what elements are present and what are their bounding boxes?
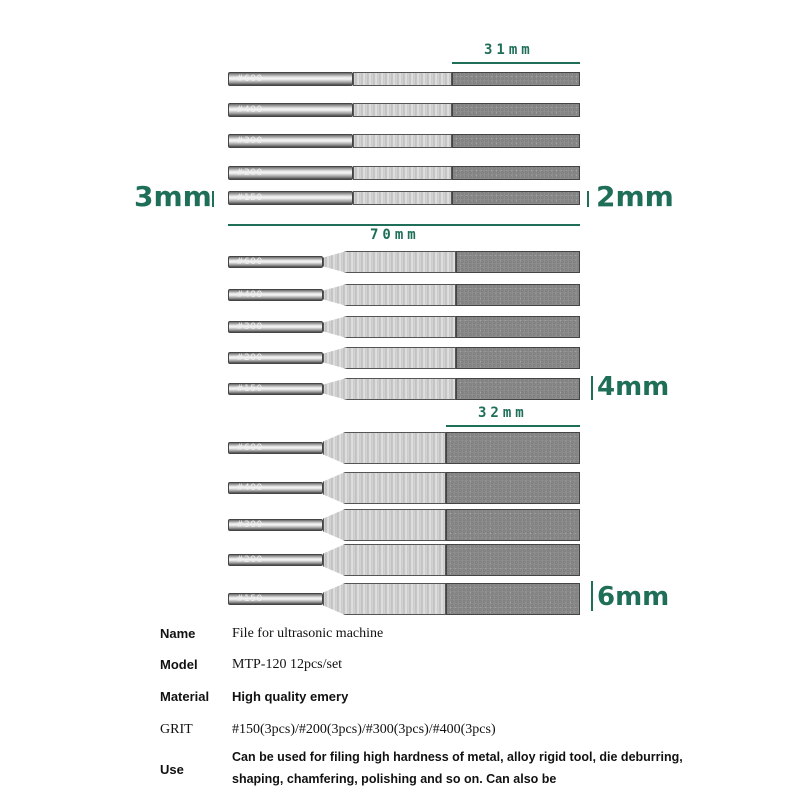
spec-name-value: File for ultrasonic machine	[232, 626, 384, 641]
width-label-4mm: 4mm	[597, 372, 670, 402]
spec-name-label: Name	[160, 626, 196, 641]
total-length-line	[228, 224, 580, 226]
file-neck	[323, 251, 456, 273]
spec-grit-value: #150(3pcs)/#200(3pcs)/#300(3pcs)/#400(3pcs)	[232, 722, 496, 737]
file-neck	[323, 316, 456, 338]
grit-marking: #300	[236, 321, 263, 332]
grit-marking: #300	[236, 135, 263, 146]
grit-marking: #200	[236, 352, 263, 363]
file-neck	[323, 432, 446, 464]
blade-length-line-bottom	[446, 425, 580, 427]
file-neck	[353, 103, 452, 117]
file-neck	[353, 72, 452, 86]
blade-length-line-top	[452, 62, 580, 64]
shank-diameter-marker	[212, 191, 214, 207]
file-neck	[353, 166, 452, 180]
grit-marking: #300	[236, 519, 263, 530]
file-abrasive-section	[456, 284, 580, 306]
file-neck	[323, 347, 456, 369]
grit-marking: #150	[236, 192, 263, 203]
file-item	[0, 132, 800, 150]
width-marker-2mm	[587, 191, 589, 207]
file-item	[0, 543, 800, 577]
blade-length-label-bottom: 32mm	[478, 405, 528, 421]
file-abrasive-section	[446, 509, 580, 541]
file-abrasive-section	[446, 472, 580, 504]
file-abrasive-section	[456, 316, 580, 338]
width-marker-4mm	[591, 376, 593, 400]
file-abrasive-section	[446, 544, 580, 576]
grit-marking: #600	[236, 442, 263, 453]
width-label-2mm: 2mm	[596, 180, 674, 213]
file-neck	[323, 378, 456, 400]
file-item	[0, 582, 800, 616]
grit-marking: #150	[236, 593, 263, 604]
file-neck	[323, 284, 456, 306]
file-neck	[353, 134, 452, 148]
file-item	[0, 189, 800, 207]
file-item	[0, 508, 800, 542]
file-abrasive-section	[446, 432, 580, 464]
grit-marking: #600	[236, 73, 263, 84]
spec-use-label: Use	[160, 762, 184, 777]
file-item	[0, 315, 800, 339]
grit-marking: #200	[236, 167, 263, 178]
file-abrasive-section	[452, 134, 580, 148]
file-abrasive-section	[452, 191, 580, 205]
file-item	[0, 70, 800, 88]
spec-model-value: MTP-120 12pcs/set	[232, 657, 343, 672]
file-item	[0, 283, 800, 307]
shank-diameter-label: 3mm	[134, 180, 212, 213]
grit-marking: #200	[236, 554, 263, 565]
file-abrasive-section	[452, 103, 580, 117]
file-neck	[323, 472, 446, 504]
file-abrasive-section	[446, 583, 580, 615]
file-item	[0, 101, 800, 119]
grit-marking: #150	[236, 383, 263, 394]
grit-marking: #400	[236, 104, 263, 115]
file-item	[0, 250, 800, 274]
width-label-6mm: 6mm	[597, 582, 670, 612]
file-neck	[323, 509, 446, 541]
file-item	[0, 164, 800, 182]
grit-marking: #400	[236, 289, 263, 300]
spec-grit-label: GRIT	[160, 722, 193, 737]
grit-marking: #600	[236, 256, 263, 267]
file-item	[0, 377, 800, 401]
file-neck	[353, 191, 452, 205]
spec-model-label: Model	[160, 657, 198, 672]
blade-length-label-top: 31mm	[484, 42, 534, 58]
file-abrasive-section	[452, 72, 580, 86]
grit-marking: #400	[236, 482, 263, 493]
total-length-label: 70mm	[370, 227, 420, 243]
file-abrasive-section	[456, 251, 580, 273]
spec-material-value: High quality emery	[232, 689, 349, 704]
file-item	[0, 471, 800, 505]
file-item	[0, 346, 800, 370]
width-marker-6mm	[591, 581, 593, 611]
file-neck	[323, 583, 446, 615]
file-abrasive-section	[456, 378, 580, 400]
file-item	[0, 431, 800, 465]
spec-material-label: Material	[160, 689, 210, 704]
file-abrasive-section	[456, 347, 580, 369]
file-abrasive-section	[452, 166, 580, 180]
spec-use-value: Can be used for filing high hardness of metal, alloy rigid tool, die deburring, shaping, chamfering, polishing and so on. Can also be	[232, 750, 683, 786]
file-neck	[323, 544, 446, 576]
